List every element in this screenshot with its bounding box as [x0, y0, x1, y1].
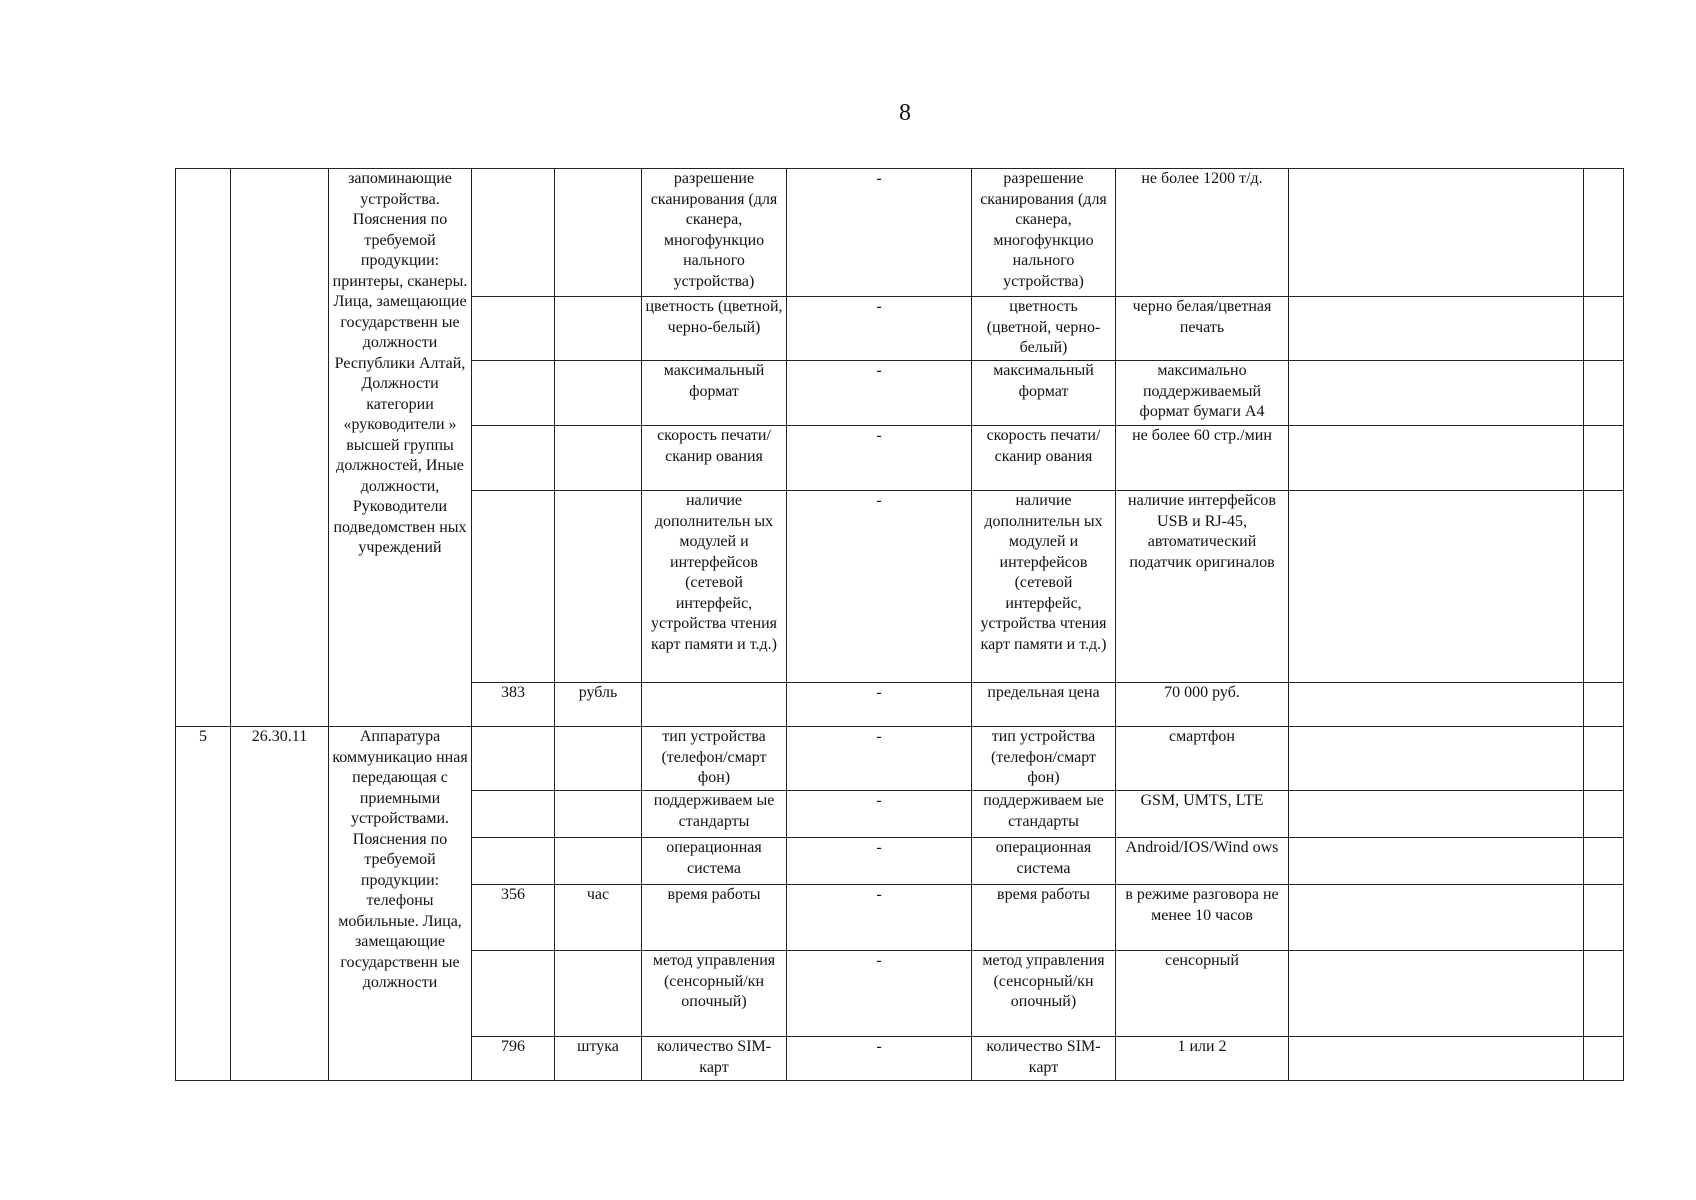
product-name-cell: запоминающие устройства. Пояснения по требуемой продукции: принтеры, сканеры. Лица, замещающие государственн ые должности Республики Алтай, Должности категории «руководители » высшей группы должностей, Иные должности, Руководители подведомствен ных учреждений [329, 169, 472, 727]
empty-cell [1289, 491, 1584, 683]
unit-name-cell [555, 426, 642, 491]
unit-name-cell: рубль [555, 683, 642, 727]
characteristic-cell-2: скорость печати/сканир ования [972, 426, 1116, 491]
value-cell-2: Android/IOS/Wind ows [1116, 838, 1289, 885]
okei-code-cell [472, 838, 555, 885]
unit-name-cell [555, 727, 642, 791]
empty-cell [1289, 1037, 1584, 1081]
empty-cell-narrow [1584, 297, 1624, 361]
characteristic-cell-2: наличие дополнительн ых модулей и интерфейсов (сетевой интерфейс, устройства чтения карт памяти и т.д.) [972, 491, 1116, 683]
okei-code-cell: 796 [472, 1037, 555, 1081]
okpd-code-cell [231, 169, 329, 727]
characteristic-cell: операционная система [642, 838, 787, 885]
value-cell: - [787, 169, 972, 297]
okei-code-cell [472, 727, 555, 791]
table-row [176, 727, 1624, 791]
empty-cell [1289, 297, 1584, 361]
okei-code-cell [472, 491, 555, 683]
empty-cell-narrow [1584, 361, 1624, 426]
value-cell: - [787, 791, 972, 838]
value-cell-2: не более 1200 т/д. [1116, 169, 1289, 297]
value-cell: - [787, 838, 972, 885]
product-name-cell: Аппаратура коммуникацио нная передающая с приемными устройствами. Пояснения по требуемой продукции: телефоны мобильные. Лица, замещающие государственн ые должности [329, 727, 472, 1081]
empty-cell-narrow [1584, 951, 1624, 1037]
empty-cell [1289, 426, 1584, 491]
empty-cell-narrow [1584, 727, 1624, 791]
value-cell-2: максимально поддерживаемый формат бумаги А4 [1116, 361, 1289, 426]
characteristic-cell: метод управления (сенсорный/кн опочный) [642, 951, 787, 1037]
page-number: 8 [899, 100, 911, 126]
okei-code-cell [472, 169, 555, 297]
empty-cell [1289, 885, 1584, 951]
unit-name-cell [555, 169, 642, 297]
empty-cell-narrow [1584, 791, 1624, 838]
characteristic-cell-2: операционная система [972, 838, 1116, 885]
empty-cell-narrow [1584, 885, 1624, 951]
characteristic-cell-2: поддерживаем ые стандарты [972, 791, 1116, 838]
value-cell: - [787, 361, 972, 426]
value-cell: - [787, 727, 972, 791]
value-cell-2: сенсорный [1116, 951, 1289, 1037]
row-number-cell [176, 169, 231, 727]
characteristic-cell-2: количество SIM-карт [972, 1037, 1116, 1081]
value-cell: - [787, 885, 972, 951]
requirements-table [175, 168, 1624, 1081]
characteristic-cell: поддерживаем ые стандарты [642, 791, 787, 838]
value-cell-2: в режиме разговора не менее 10 часов [1116, 885, 1289, 951]
okei-code-cell [472, 297, 555, 361]
value-cell-2: GSM, UMTS, LTE [1116, 791, 1289, 838]
characteristic-cell-2: максимальный формат [972, 361, 1116, 426]
value-cell-2: не более 60 стр./мин [1116, 426, 1289, 491]
characteristic-cell-2: цветность (цветной, черно-белый) [972, 297, 1116, 361]
characteristic-cell: наличие дополнительн ых модулей и интерфейсов (сетевой интерфейс, устройства чтения карт памяти и т.д.) [642, 491, 787, 683]
empty-cell-narrow [1584, 1037, 1624, 1081]
value-cell-2: наличие интерфейсов USB и RJ-45, автоматический податчик оригиналов [1116, 491, 1289, 683]
empty-cell [1289, 791, 1584, 838]
value-cell-2: 70 000 руб. [1116, 683, 1289, 727]
okei-code-cell [472, 361, 555, 426]
empty-cell-narrow [1584, 838, 1624, 885]
empty-cell-narrow [1584, 426, 1624, 491]
value-cell: - [787, 426, 972, 491]
empty-cell [1289, 169, 1584, 297]
characteristic-cell [642, 683, 787, 727]
row-number-cell: 5 [176, 727, 231, 1081]
value-cell-2: 1 или 2 [1116, 1037, 1289, 1081]
unit-name-cell [555, 791, 642, 838]
empty-cell [1289, 951, 1584, 1037]
value-cell: - [787, 683, 972, 727]
okei-code-cell [472, 426, 555, 491]
unit-name-cell: час [555, 885, 642, 951]
okei-code-cell [472, 951, 555, 1037]
value-cell-2: черно белая/цветная печать [1116, 297, 1289, 361]
empty-cell [1289, 683, 1584, 727]
unit-name-cell [555, 838, 642, 885]
characteristic-cell: максимальный формат [642, 361, 787, 426]
okei-code-cell [472, 791, 555, 838]
empty-cell [1289, 838, 1584, 885]
value-cell-2: смартфон [1116, 727, 1289, 791]
characteristic-cell-2: время работы [972, 885, 1116, 951]
empty-cell [1289, 727, 1584, 791]
characteristic-cell: тип устройства (телефон/смарт фон) [642, 727, 787, 791]
unit-name-cell [555, 491, 642, 683]
table-row [176, 169, 1624, 297]
okpd-code-cell: 26.30.11 [231, 727, 329, 1081]
value-cell: - [787, 951, 972, 1037]
okei-code-cell: 356 [472, 885, 555, 951]
characteristic-cell-2: разрешение сканирования (для сканера, многофункцио нального устройства) [972, 169, 1116, 297]
value-cell: - [787, 491, 972, 683]
characteristic-cell: количество SIM-карт [642, 1037, 787, 1081]
characteristic-cell: цветность (цветной, черно-белый) [642, 297, 787, 361]
unit-name-cell [555, 361, 642, 426]
characteristic-cell: время работы [642, 885, 787, 951]
characteristic-cell-2: тип устройства (телефон/смарт фон) [972, 727, 1116, 791]
empty-cell [1289, 361, 1584, 426]
unit-name-cell: штука [555, 1037, 642, 1081]
characteristic-cell-2: предельная цена [972, 683, 1116, 727]
empty-cell-narrow [1584, 491, 1624, 683]
okei-code-cell: 383 [472, 683, 555, 727]
value-cell: - [787, 1037, 972, 1081]
empty-cell-narrow [1584, 169, 1624, 297]
unit-name-cell [555, 297, 642, 361]
characteristic-cell-2: метод управления (сенсорный/кн опочный) [972, 951, 1116, 1037]
value-cell: - [787, 297, 972, 361]
empty-cell-narrow [1584, 683, 1624, 727]
characteristic-cell: разрешение сканирования (для сканера, многофункцио нального устройства) [642, 169, 787, 297]
characteristic-cell: скорость печати/сканир ования [642, 426, 787, 491]
unit-name-cell [555, 951, 642, 1037]
